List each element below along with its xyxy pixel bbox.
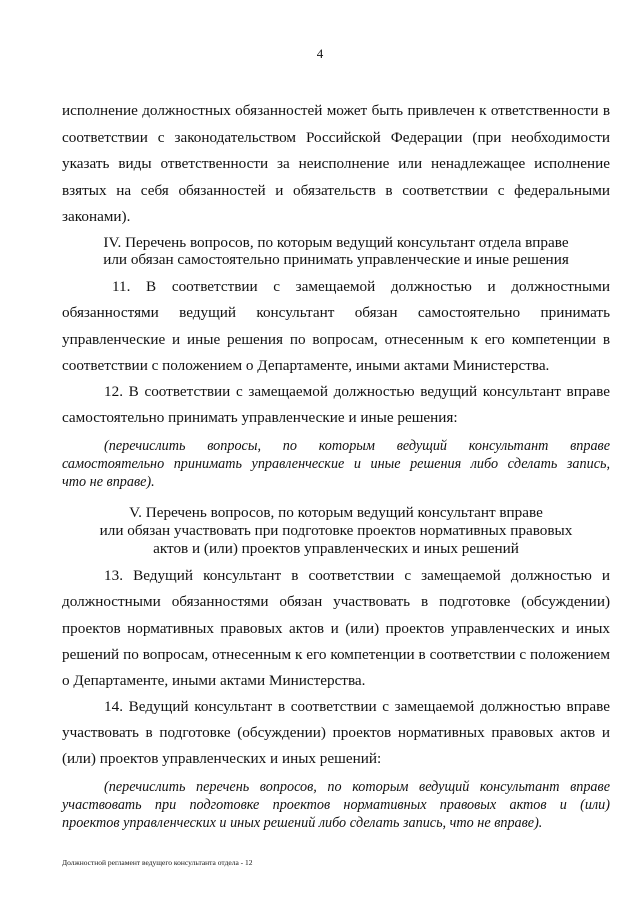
text-line: (или) проектов управленческих и иных решений: <box>62 750 382 767</box>
text-line: проектов нормативных правовых актов и (или) проектов управленческих и иных <box>62 620 610 637</box>
footer-text: Должностной регламент ведущего консультанта отдела - 12 <box>62 858 253 867</box>
text-line: о Департаменте, иными актами Министерства. <box>62 672 366 689</box>
text-line: взятых на себя обязанностей и обязательств в соответствии с федеральными <box>62 182 610 199</box>
text-line: исполнение должностных обязанностей может быть привлечен к ответственности в <box>62 102 610 119</box>
section-heading: V. Перечень вопросов, по которым ведущий консультант вправе <box>129 504 543 521</box>
text-line: обязанностями ведущий консультант обязан самостоятельно принимать <box>62 304 610 321</box>
note-line: самостоятельно принимать управленческие и иные решения либо сделать запись, <box>62 456 610 472</box>
text-line: 13. Ведущий консультант в соответствии с замещаемой должностью и <box>104 567 610 584</box>
section-heading: актов и (или) проектов управленческих и иных решений <box>153 540 519 557</box>
note-line: (перечислить перечень вопросов, по которым ведущий консультант вправе <box>104 779 610 795</box>
note-line: что не вправе). <box>62 474 155 490</box>
page-number: 4 <box>316 46 324 61</box>
text-line: 12. В соответствии с замещаемой должностью ведущий консультант вправе <box>104 383 610 400</box>
section-heading: IV. Перечень вопросов, по которым ведущий консультант отдела вправе <box>103 234 569 251</box>
note-line: проектов управленческих и иных решений либо сделать запись, что не вправе). <box>62 815 543 831</box>
text-line: решений по вопросам, отнесенным к его компетенции в соответствии с положением <box>62 646 610 663</box>
text-line: 11. В соответствии с замещаемой должностью и должностными <box>112 278 610 295</box>
text-line: управленческие и иные решения по вопросам, отнесенным к его компетенции в <box>62 331 610 348</box>
text-line: законами). <box>62 208 131 225</box>
text-line: должностными обязанностями обязан участвовать в подготовке (обсуждении) <box>62 593 610 610</box>
text-line: соответствии с положением о Департаменте, иными актами Министерства. <box>62 357 550 374</box>
text-line: указать виды ответственности за неисполнение или ненадлежащее исполнение <box>62 155 610 172</box>
note-line: (перечислить вопросы, по которым ведущий консультант вправе <box>104 438 610 454</box>
section-heading: или обязан участвовать при подготовке проектов нормативных правовых <box>99 522 573 539</box>
text-line: самостоятельно принимать управленческие и иные решения: <box>62 409 458 426</box>
text-line: 14. Ведущий консультант в соответствии с замещаемой должностью вправе <box>104 698 610 715</box>
note-line: участвовать при подготовке проектов нормативных правовых актов и (или) <box>62 797 610 813</box>
section-heading: или обязан самостоятельно принимать управленческие и иные решения <box>103 251 569 268</box>
text-line: соответствии с законодательством Российской Федерации (при необходимости <box>62 129 610 146</box>
text-line: участвовать в подготовке (обсуждении) проектов нормативных правовых актов и <box>62 724 610 741</box>
